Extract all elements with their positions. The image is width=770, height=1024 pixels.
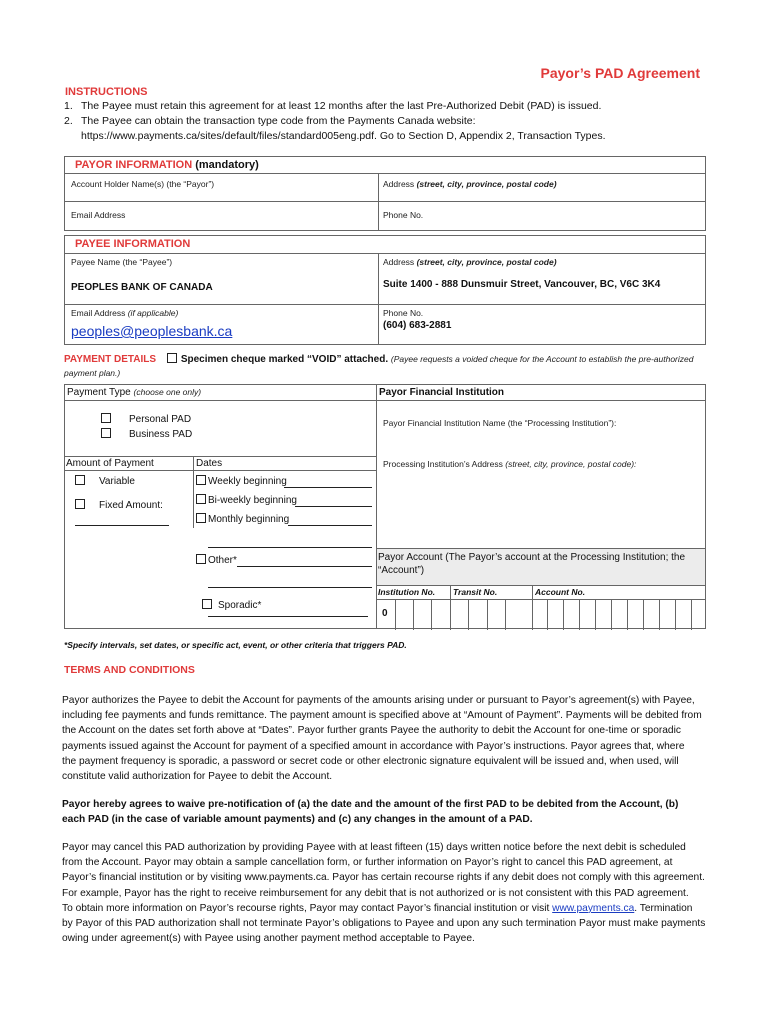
business-pad-checkbox[interactable] <box>101 428 111 438</box>
instructions-heading: INSTRUCTIONS <box>65 86 148 98</box>
payee-email-label-text: Email Address <box>71 308 126 318</box>
personal-pad-option[interactable] <box>101 413 191 425</box>
payee-name-value: PEOPLES BANK OF CANADA <box>71 282 213 293</box>
divider <box>65 173 705 174</box>
divider <box>65 400 376 401</box>
instruction-number: 1. <box>64 100 73 112</box>
payee-info-section <box>64 235 706 345</box>
payor-info-heading <box>75 159 259 171</box>
fi-address-field[interactable] <box>383 459 636 469</box>
digit-box-divider <box>532 600 533 630</box>
payor-phone-field[interactable]: Phone No. <box>383 210 424 220</box>
digit-box-divider <box>579 600 580 630</box>
terms-line: Payor may cancel this PAD authorization by providing Payee with at least fifteen (15) days written notice before the next debit is scheduled <box>62 842 686 853</box>
account-holder-field[interactable]: Account Holder Name(s) (the “Payor”) <box>71 179 215 189</box>
footnote: *Specify intervals, set dates, or specific act, event, or other criteria that triggers PAD. <box>64 640 407 650</box>
terms-paragraph-1 <box>62 693 706 784</box>
instruction-item <box>62 129 742 144</box>
weekly-input[interactable] <box>284 487 372 488</box>
payor-address-field[interactable] <box>383 179 557 189</box>
divider <box>65 253 705 254</box>
terms-line: by Payor of this PAD authorization shall not terminate Payor’s obligations to Payee and upon any such termination Payor must make payments <box>62 918 706 930</box>
business-pad-option[interactable] <box>101 428 192 440</box>
instruction-text: https://www.payments.ca/sites/default/files/standard005eng.pdf. Go to Section D, Appendix 2, Transaction Types. <box>81 130 606 142</box>
fixed-amount-label: Fixed Amount: <box>99 500 163 511</box>
monthly-option[interactable] <box>196 513 289 525</box>
payment-type-label: Payment Type <box>67 387 131 398</box>
instruction-item <box>62 114 742 129</box>
terms-heading: TERMS AND CONDITIONS <box>64 664 195 676</box>
instruction-text: The Payee can obtain the transaction type code from the Payments Canada website: <box>81 115 476 127</box>
terms-line: constitute valid authorization for Payee to debit the Account. <box>62 771 333 783</box>
payment-details-heading <box>64 353 744 365</box>
payee-name-label: Payee Name (the “Payee”) <box>71 257 173 267</box>
institution-no-label: Institution No. <box>378 587 436 597</box>
transit-no-label: Transit No. <box>453 587 498 597</box>
terms-line: owing under agreement(s) with Payee using another payment method acceptable to Payee. <box>62 933 475 945</box>
divider <box>378 253 379 344</box>
other-input-line-2[interactable] <box>237 566 372 567</box>
other-input-line-1[interactable] <box>208 547 372 548</box>
instruction-item <box>62 99 742 114</box>
terms-line: payments issued against the Account for payment of a specified amount in accordance with Payor’s instructions. Payor agrees that, where <box>62 740 685 752</box>
fi-address-label: Processing Institution’s Address <box>383 459 503 469</box>
payee-email-label <box>71 308 178 318</box>
digit-box-divider <box>659 600 660 630</box>
payor-account-header <box>377 548 705 585</box>
variable-label: Variable <box>99 476 135 487</box>
divider <box>532 586 533 600</box>
terms-line: including fee payments and funds remittance. The payment amount is specified above at “Amount of Payment”. Payments will be debited from <box>62 710 702 722</box>
monthly-label: Monthly beginning <box>208 514 290 525</box>
biweekly-input[interactable] <box>295 506 372 507</box>
personal-pad-label: Personal PAD <box>129 414 192 425</box>
payee-phone-value: (604) 683-2881 <box>383 320 452 331</box>
divider <box>193 470 377 471</box>
digit-box-divider <box>487 600 488 630</box>
biweekly-checkbox[interactable] <box>196 494 206 504</box>
terms-paragraph-3 <box>62 840 706 946</box>
divider <box>378 173 379 230</box>
payor-info-mandatory: (mandatory) <box>195 159 259 171</box>
digit-box-divider <box>505 600 506 630</box>
account-number-digits[interactable] <box>377 599 705 630</box>
void-cheque-checkbox[interactable] <box>167 353 177 363</box>
sporadic-checkbox[interactable] <box>202 599 212 609</box>
variable-checkbox[interactable] <box>75 475 85 485</box>
payor-account-heading-line-1: Payor Account (The Payor’s account at the Processing Institution; the <box>378 552 686 563</box>
fixed-amount-option[interactable] <box>75 499 163 511</box>
fixed-amount-input[interactable] <box>75 525 169 526</box>
digit-box-divider <box>563 600 564 630</box>
payor-address-hint: (street, city, province, postal code) <box>416 179 557 189</box>
divider <box>65 456 376 457</box>
divider <box>65 470 193 471</box>
account-no-label: Account No. <box>535 587 586 597</box>
digit-box-divider <box>675 600 676 630</box>
sporadic-option[interactable] <box>202 599 261 611</box>
monthly-checkbox[interactable] <box>196 513 206 523</box>
institution-digit-1: 0 <box>382 608 388 619</box>
amount-of-payment-label: Amount of Payment <box>66 458 154 469</box>
fi-heading: Payor Financial Institution <box>379 387 505 398</box>
digit-box-divider <box>431 600 432 630</box>
void-cheque-note-2 <box>64 368 120 378</box>
terms-line-text: . Termination <box>634 902 693 914</box>
payee-address-label-text: Address <box>383 257 415 267</box>
weekly-option[interactable] <box>196 475 287 487</box>
variable-option[interactable] <box>75 475 135 487</box>
digit-box-divider <box>547 600 548 630</box>
weekly-checkbox[interactable] <box>196 475 206 485</box>
terms-line-text: To obtain more information on Payor’s recourse rights, Payor may contact Payor’s financial institution or visit <box>62 902 553 914</box>
divider <box>65 201 705 202</box>
page-title: Payor’s PAD Agreement <box>540 65 700 81</box>
biweekly-option[interactable] <box>196 494 297 506</box>
other-input-line-3[interactable] <box>208 587 372 588</box>
digit-box-divider <box>643 600 644 630</box>
payor-info-section <box>64 156 706 231</box>
payment-type-section <box>64 384 376 629</box>
personal-pad-checkbox[interactable] <box>101 413 111 423</box>
payee-phone-label: Phone No. <box>383 308 424 318</box>
terms-line: the payment frequency is sporadic, a password or secret code or other electronic signature equivalent will be issued and, when used, will <box>62 755 679 767</box>
terms-line: each PAD (in the case of variable amount payments) and (c) any changes in the amount of a PAD. <box>62 814 533 826</box>
fixed-amount-checkbox[interactable] <box>75 499 85 509</box>
instruction-text: The Payee must retain this agreement for at least 12 months after the last Pre-Authorized Debit (PAD) is issued. <box>81 100 602 112</box>
weekly-label: Weekly beginning <box>208 476 287 487</box>
other-checkbox[interactable] <box>196 554 206 564</box>
payments-ca-link[interactable]: www.payments.ca <box>552 902 635 914</box>
payor-info-title: PAYOR INFORMATION <box>75 159 193 171</box>
payee-address-value: Suite 1400 - 888 Dunsmuir Street, Vancouver, BC, V6C 3K4 <box>383 279 661 290</box>
payor-account-heading-line-2: “Account”) <box>378 565 425 576</box>
payment-type-hint: (choose one only) <box>133 387 202 397</box>
divider <box>193 456 194 528</box>
other-label: Other* <box>208 555 237 566</box>
digit-box-divider <box>611 600 612 630</box>
terms-paragraph-2 <box>62 797 706 827</box>
terms-line: the Account on the dates set forth above at “Dates”. Payor further grants Payee the authority to debit the Account for one-time or sporadic <box>62 725 681 737</box>
other-option[interactable] <box>196 554 237 566</box>
terms-line: Payor hereby agrees to waive pre-notification of (a) the date and the amount of the first PAD to be debited from the Account, (b) <box>62 799 679 810</box>
digit-box-divider <box>627 600 628 630</box>
payee-info-heading: PAYEE INFORMATION <box>75 238 191 250</box>
divider <box>377 400 705 401</box>
digit-box-divider <box>450 600 451 630</box>
payee-address-hint: (street, city, province, postal code) <box>416 257 557 267</box>
terms-line: Payor’s financial institution or by visiting www.payments.ca. Payor has certain recourse rights if any debit does not comply with this agreement. <box>62 872 705 884</box>
digit-box-divider <box>691 600 692 630</box>
financial-institution-section <box>376 384 706 629</box>
fi-name-field[interactable]: Payor Financial Institution Name (the “Processing Institution”): <box>383 418 617 428</box>
void-note-2-text: payment plan.) <box>64 368 121 378</box>
terms-line: For example, Payor has the right to receive reimbursement for any debit that is not authorized or is not consistent with this PAD agreement. <box>62 887 689 899</box>
void-cheque-label: Specimen cheque marked “VOID” attached. <box>180 354 389 365</box>
payor-address-label: Address <box>383 179 415 189</box>
payor-email-field[interactable]: Email Address <box>71 210 126 220</box>
terms-line: Payor authorizes the Payee to debit the Account for payments of the amounts arising under or pursuant to Payor’s agreement(s) with Payee, <box>62 695 695 706</box>
sporadic-label: Sporadic* <box>218 600 262 611</box>
divider <box>450 586 451 600</box>
instruction-number: 2. <box>64 115 73 127</box>
digit-box-divider <box>413 600 414 630</box>
payor-account-heading <box>378 551 685 577</box>
terms-line-with-link <box>62 901 706 916</box>
monthly-input[interactable] <box>288 525 372 526</box>
void-cheque-note: (Payee requests a voided cheque for the Account to establish the pre-authorized <box>390 354 694 364</box>
digit-box-divider <box>595 600 596 630</box>
payee-email-link[interactable]: peoples@peoplesbank.ca <box>71 323 233 339</box>
payee-email-hint: (if applicable) <box>127 308 179 318</box>
dates-label: Dates <box>196 458 223 469</box>
digit-box-divider <box>468 600 469 630</box>
terms-line: from the Account. Payor may obtain a sample cancellation form, or further information on Payor’s right to cancel this PAD agreement, at <box>62 857 673 869</box>
digit-box-divider <box>395 600 396 630</box>
payment-details-title: PAYMENT DETAILS <box>64 354 157 365</box>
payment-type-heading <box>67 387 201 398</box>
biweekly-label: Bi-weekly beginning <box>208 495 297 506</box>
fi-address-hint: (street, city, province, postal code): <box>505 459 637 469</box>
business-pad-label: Business PAD <box>129 429 193 440</box>
divider <box>65 304 705 305</box>
account-number-headers <box>377 585 705 600</box>
sporadic-input[interactable] <box>208 616 368 617</box>
instructions-list <box>62 99 742 144</box>
payee-address-label <box>383 257 557 267</box>
